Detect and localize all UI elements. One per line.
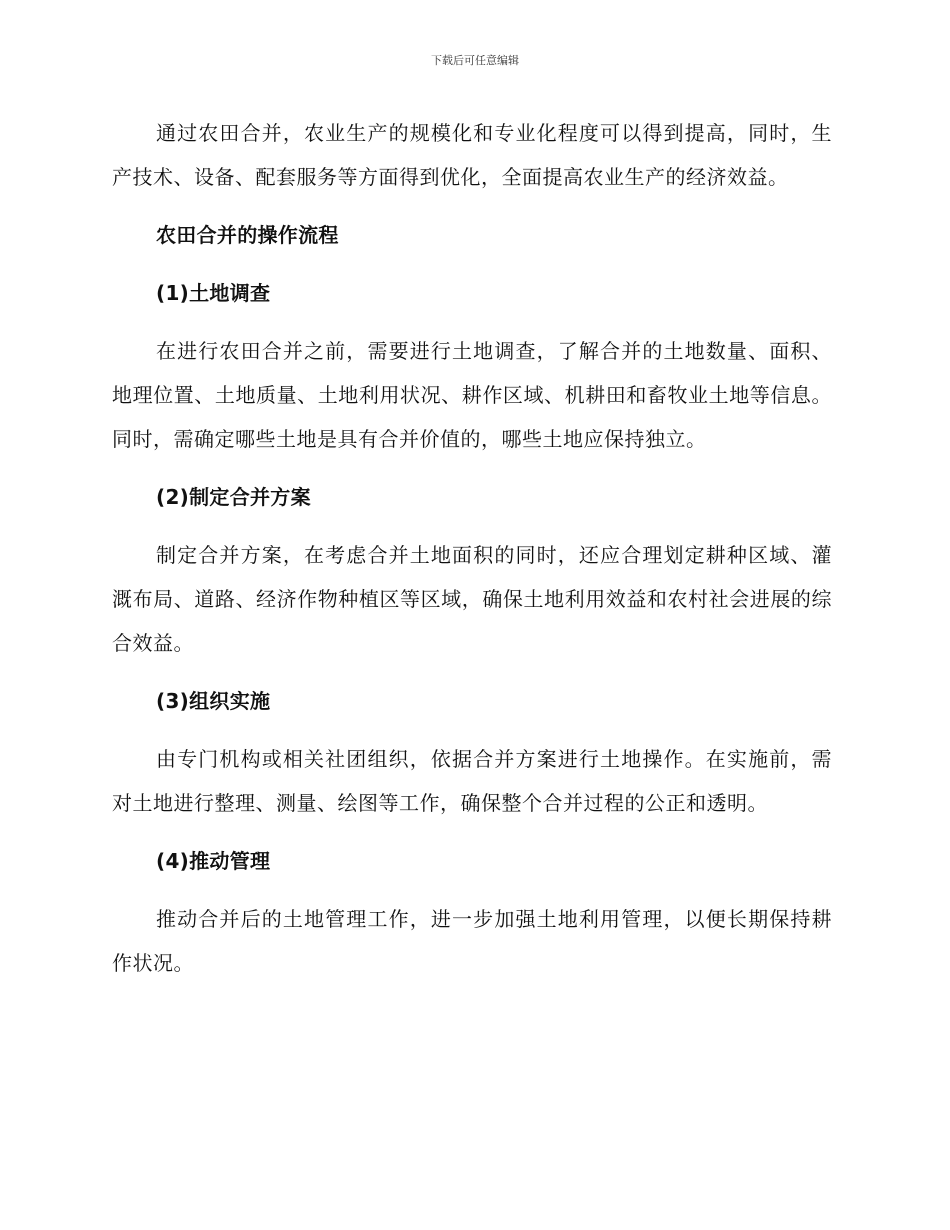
page-header: 下载后可任意编辑	[431, 54, 519, 67]
step-heading-land-survey: (1)土地调查	[156, 281, 271, 305]
paragraph-management: 推动合并后的土地管理工作，进一步加强土地利用管理，以便长期保持耕作状况。	[112, 907, 832, 975]
step-heading-management: (4)推动管理	[156, 849, 271, 873]
paragraph-benefits: 通过农田合并，农业生产的规模化和专业化程度可以得到提高，同时，生产技术、设备、配套服务等方面得到优化，全面提高农业生产的经济效益。	[112, 121, 832, 189]
document-body	[112, 111, 832, 999]
section-title-process: 农田合并的操作流程	[156, 223, 339, 247]
paragraph-land-survey: 在进行农田合并之前，需要进行土地调查，了解合并的土地数量、面积、地理位置、土地质量、土地利用状况、耕作区域、机耕田和畜牧业土地等信息。同时，需确定哪些土地是具有合并价值的，哪些土地应保持独立。	[112, 339, 832, 451]
paragraph-implementation: 由专门机构或相关社团组织，依据合并方案进行土地操作。在实施前，需对土地进行整理、测量、绘图等工作，确保整个合并过程的公正和透明。	[112, 747, 832, 815]
step-heading-implementation: (3)组织实施	[156, 689, 271, 713]
paragraph-plan: 制定合并方案，在考虑合并土地面积的同时，还应合理划定耕种区域、灌溉布局、道路、经济作物种植区等区域，确保土地利用效益和农村社会进展的综合效益。	[112, 543, 832, 655]
step-heading-plan: (2)制定合并方案	[156, 485, 311, 509]
